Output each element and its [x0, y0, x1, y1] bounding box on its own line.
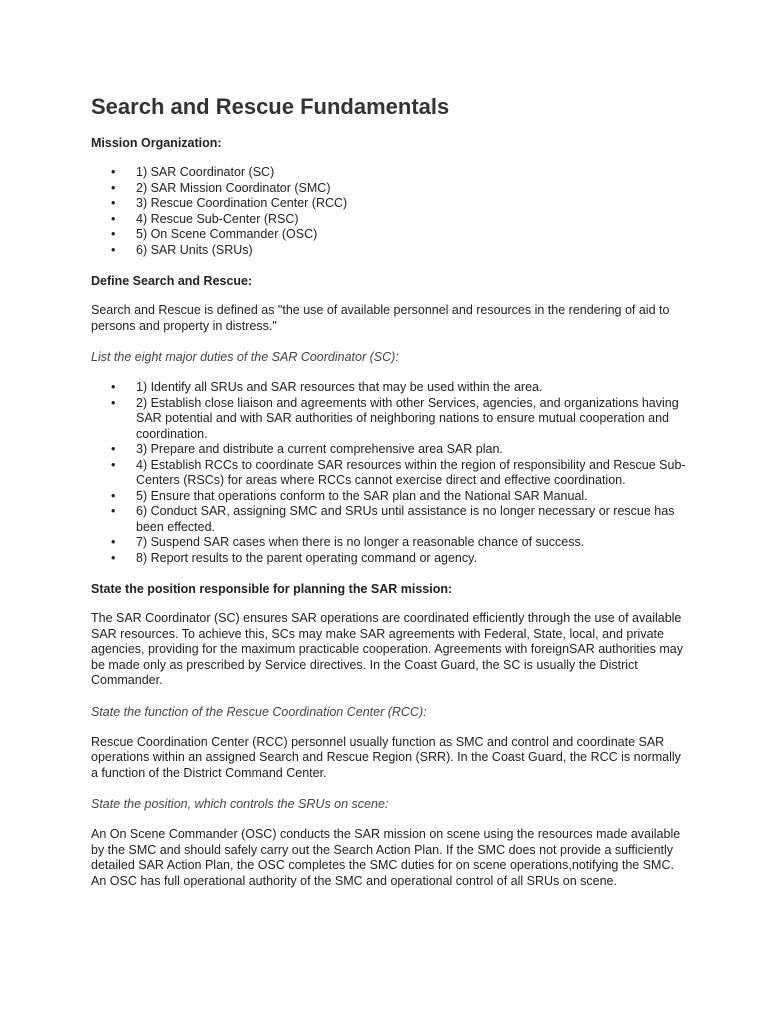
list-item [91, 458, 691, 489]
bullet-icon: • [111, 488, 116, 503]
bullet-icon: • [111, 457, 116, 472]
page-title: Search and Rescue Fundamentals [91, 94, 450, 119]
section-paragraph: The SAR Coordinator (SC) ensures SAR operations are coordinated efficiently through the use of available SAR resources. To achieve this, SCs may make SAR agreements with Federal, State, local, and private agencies, providing for the maximum practicable cooperation. Agreements with foreignSAR authorities may be made only as prescribed by Service directives. In the Coast Guard, the SC is usually the District Commander. [91, 611, 683, 687]
list-item-text: 6) SAR Units (SRUs) [136, 242, 253, 257]
list-item [91, 227, 691, 243]
section-heading: Mission Organization: [91, 136, 222, 150]
list-item-text: 1) SAR Coordinator (SC) [136, 165, 275, 179]
sc-duties-list [91, 380, 691, 566]
section-question: State the function of the Rescue Coordination Center (RCC): [91, 704, 427, 719]
section-question: State the position, which controls the SRUs on scene: [91, 797, 389, 811]
section-rcc-function [91, 705, 691, 782]
list-item-text: 1) Identify all SRUs and SAR resources that may be used within the area. [136, 380, 543, 394]
section-sc-duties [91, 350, 691, 566]
section-paragraph: Rescue Coordination Center (RCC) personnel usually function as SMC and control and coordinate SAR operations within an assigned Search and Rescue Region (SRR). In the Coast Guard, the RCC is normally a function of the District Command Center. [91, 734, 681, 780]
list-item-text: 7) Suspend SAR cases when there is no longer a reasonable chance of success. [136, 535, 585, 549]
list-item [91, 243, 691, 259]
list-item [91, 396, 691, 443]
mission-organization-list [91, 165, 691, 258]
list-item-text: 2) SAR Mission Coordinator (SMC) [136, 180, 331, 195]
list-item [91, 551, 691, 567]
section-planning-position [91, 582, 691, 689]
section-heading: Define Search and Rescue: [91, 274, 253, 288]
list-item-text: 2) Establish close liaison and agreements with other Services, agencies, and organizations having SAR potential and with SAR authorities of neighboring nations to ensure mutual cooperation and coordination. [136, 395, 679, 441]
bullet-icon: • [111, 227, 116, 241]
list-item-text: 4) Establish RCCs to coordinate SAR resources within the region of responsibility and Rescue Sub-Centers (RSCs) for areas where RCCs cannot exercise direct and effective coordination. [136, 457, 686, 487]
section-paragraph: An On Scene Commander (OSC) conducts the SAR mission on scene using the resources made available by the SMC and should safely carry out the Search Action Plan. If the SMC does not provide a sufficiently detailed SAR Action Plan, the OSC completes the SMC duties for on scene operations,notifying the SMC. An OSC has full operational authority of the SMC and operational control of all SRUs on scene. [91, 827, 681, 888]
list-item-text: 6) Conduct SAR, assigning SMC and SRUs until assistance is no longer necessary or rescue has been effected. [136, 504, 675, 534]
list-item [91, 380, 691, 396]
list-item [91, 489, 691, 505]
list-item [91, 165, 691, 181]
list-item [91, 504, 691, 535]
bullet-icon: • [111, 504, 116, 518]
section-question: List the eight major duties of the SAR Coordinator (SC): [91, 350, 399, 364]
bullet-icon: • [111, 395, 116, 410]
list-item-text: 8) Report results to the parent operating command or agency. [136, 550, 477, 565]
bullet-icon: • [111, 550, 116, 565]
bullet-icon: • [111, 211, 116, 226]
bullet-icon: • [111, 535, 116, 549]
list-item [91, 212, 691, 228]
list-item-text: 3) Prepare and distribute a current comprehensive area SAR plan. [136, 442, 503, 456]
section-osc [91, 797, 691, 889]
list-item-text: 5) On Scene Commander (OSC) [136, 227, 318, 241]
list-item [91, 535, 691, 551]
section-define-sar [91, 274, 691, 334]
list-item [91, 442, 691, 458]
list-item-text: 5) Ensure that operations conform to the SAR plan and the National SAR Manual. [136, 488, 588, 503]
bullet-icon: • [111, 165, 116, 179]
list-item [91, 196, 691, 212]
list-item [91, 181, 691, 197]
bullet-icon: • [111, 242, 116, 257]
bullet-icon: • [111, 180, 116, 195]
section-heading: State the position responsible for planning the SAR mission: [91, 582, 453, 596]
list-item-text: 3) Rescue Coordination Center (RCC) [136, 196, 348, 210]
document-page [91, 94, 691, 905]
section-mission-organization [91, 136, 691, 258]
list-item-text: 4) Rescue Sub-Center (RSC) [136, 211, 299, 226]
section-paragraph: Search and Rescue is defined as "the use of available personnel and resources in the rendering of aid to persons and property in distress." [91, 303, 670, 333]
bullet-icon: • [111, 442, 116, 456]
bullet-icon: • [111, 196, 116, 210]
bullet-icon: • [111, 380, 116, 394]
